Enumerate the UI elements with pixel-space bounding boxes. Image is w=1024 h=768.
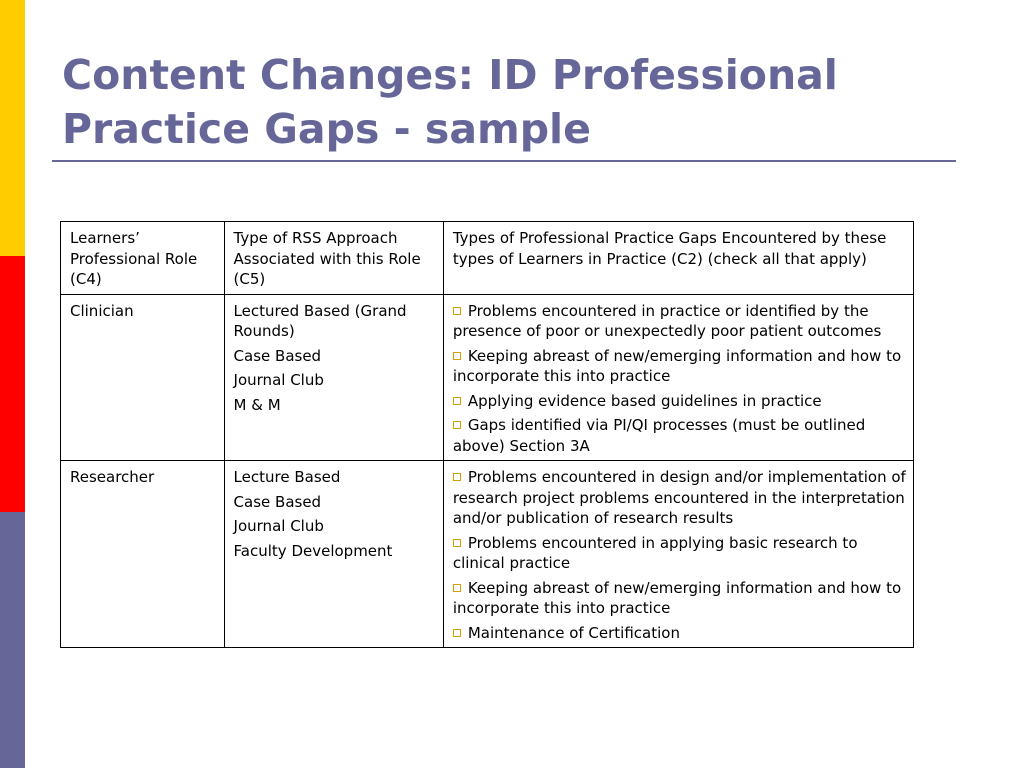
title-divider [52, 160, 956, 162]
hollow-square-bullet-icon [453, 307, 461, 315]
hollow-square-bullet-icon [453, 539, 461, 547]
hollow-square-bullet-icon [453, 584, 461, 592]
approach-item: Lectured Based (Grand Rounds) [233, 301, 407, 340]
hollow-square-bullet-icon [453, 352, 461, 360]
approach-cell [224, 294, 443, 461]
gap-item [453, 346, 907, 387]
approach-item: M & M [233, 395, 281, 414]
table-row [61, 461, 914, 648]
hollow-square-bullet-icon [453, 397, 461, 405]
gap-item [453, 467, 907, 529]
gap-item [453, 533, 907, 574]
accent-bar-blue [0, 512, 25, 768]
approach-item: Case Based [233, 492, 322, 511]
approach-item: Lecture Based [233, 468, 341, 486]
approach-item: Faculty Development [233, 541, 393, 560]
slide-title: Content Changes: ID Professional Practice Gaps - sample [62, 51, 838, 153]
gap-item [453, 578, 907, 619]
gap-item-text: Keeping abreast of new/emerging information and how to incorporate this into practice [452, 346, 902, 385]
gaps-cell [443, 294, 913, 461]
gap-item [453, 415, 907, 456]
header-cell-approach: Type of RSS Approach Associated with this Role (C5) [224, 222, 443, 295]
gap-item-text: Maintenance of Certification [467, 623, 680, 642]
header-cell-gaps: Types of Professional Practice Gaps Encountered by these types of Learners in Practice (C2) (check all that apply) [443, 222, 913, 295]
gap-item [453, 623, 907, 644]
accent-bar-red [0, 256, 25, 512]
gap-item-text: Problems encountered in applying basic research to clinical practice [452, 533, 858, 572]
header-cell-role: Learners’ Professional Role (C4) [61, 222, 225, 295]
practice-gaps-table [60, 221, 914, 648]
gap-item-text: Keeping abreast of new/emerging information and how to incorporate this into practice [452, 578, 902, 617]
gaps-cell [443, 461, 913, 648]
hollow-square-bullet-icon [453, 629, 461, 637]
accent-bar-yellow [0, 0, 25, 256]
approach-item: Journal Club [233, 371, 324, 389]
approach-cell [224, 461, 443, 648]
hollow-square-bullet-icon [453, 421, 461, 429]
gap-item-text: Problems encountered in practice or identified by the presence of poor or unexpectedly poor patient outcomes [452, 301, 882, 340]
gap-item-text: Problems encountered in design and/or implementation of research project problems encountered in the interpretation and/or publication of research results [452, 468, 906, 527]
approach-item: Case Based [233, 346, 322, 365]
role-cell: Researcher [61, 461, 225, 648]
gap-item [453, 301, 907, 342]
approach-item: Journal Club [233, 517, 324, 535]
table-row [61, 294, 914, 461]
gap-item-text: Gaps identified via PI/QI processes (must be outlined above) Section 3A [452, 416, 866, 455]
gap-item-text: Applying evidence based guidelines in practice [467, 391, 822, 410]
hollow-square-bullet-icon [453, 473, 461, 481]
table-header-row [61, 222, 914, 295]
role-cell: Clinician [61, 294, 225, 461]
gap-item [453, 391, 907, 412]
